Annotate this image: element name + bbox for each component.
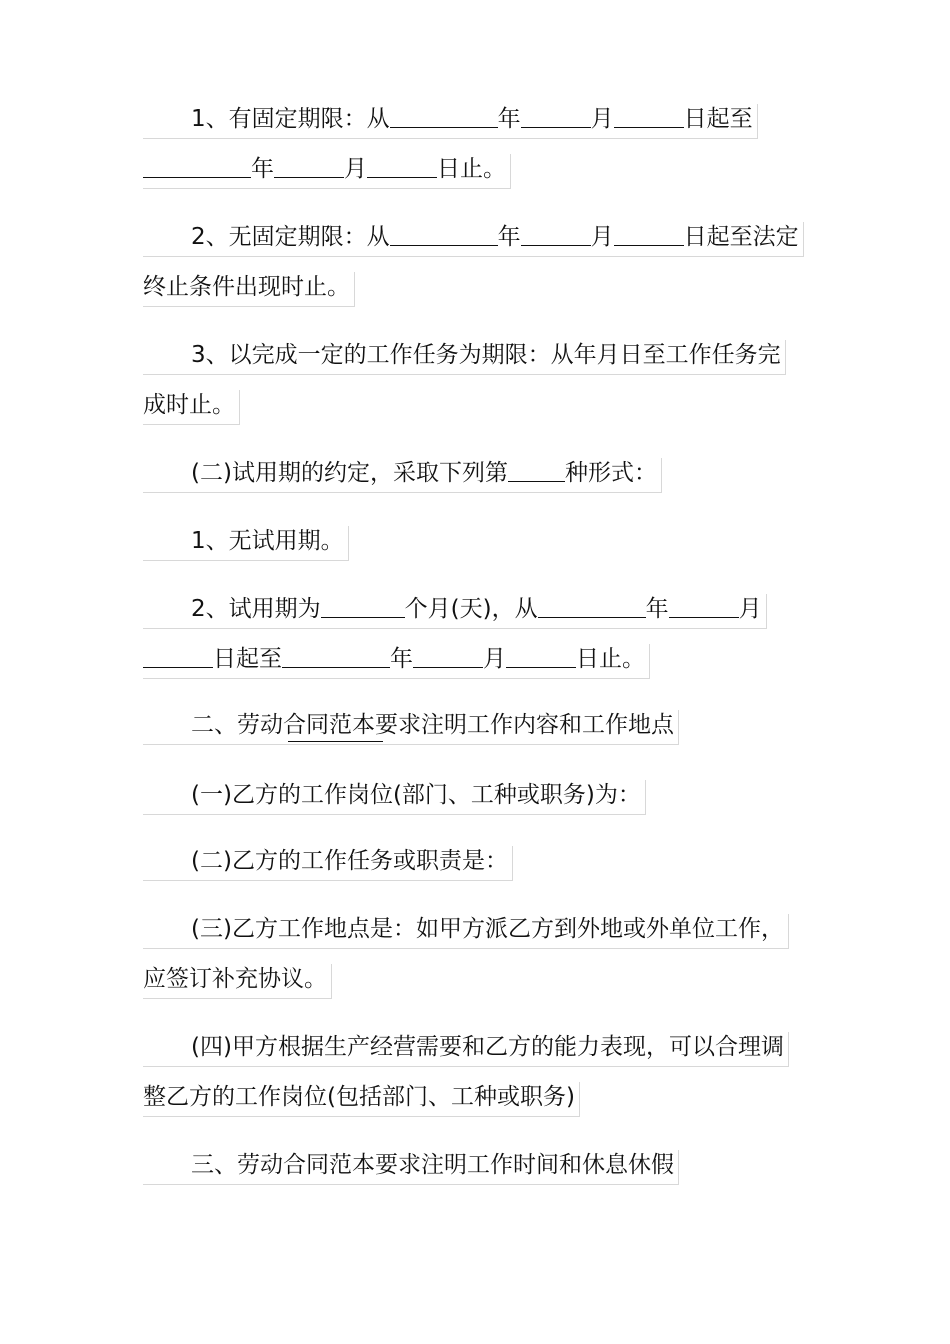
term-option-3-line1 bbox=[143, 340, 786, 375]
section-2-item-2 bbox=[143, 846, 513, 881]
day-label: 日起至法定 bbox=[683, 224, 799, 250]
day-blank[interactable] bbox=[614, 105, 684, 128]
month-blank[interactable] bbox=[274, 155, 344, 178]
section-3-title-text: 三、劳动合同范本要求注明工作时间和休息休假 bbox=[191, 1152, 674, 1178]
month-blank[interactable] bbox=[521, 105, 591, 128]
term-label: 有固定期限：从 bbox=[228, 106, 390, 132]
probation-option-2-line1 bbox=[143, 594, 767, 629]
section-2-item-3-line2 bbox=[143, 964, 332, 999]
section-3-title bbox=[143, 1150, 679, 1185]
item-2-text: (二)乙方的工作任务或职责是： bbox=[191, 848, 508, 874]
day-end-label: 日止。 bbox=[437, 156, 506, 182]
item-number: 2、 bbox=[191, 224, 229, 250]
month-blank[interactable] bbox=[521, 223, 591, 246]
item-1-text: (一)乙方的工作岗位(部门、工种或职务)为： bbox=[191, 782, 641, 808]
term-option-2-line2 bbox=[143, 272, 355, 307]
probation-heading bbox=[143, 458, 662, 493]
section-2-title-text: 二、劳动合同范本要求注明工作内容和工作地点 bbox=[191, 712, 674, 738]
day-label: 日起至 bbox=[683, 106, 753, 132]
section-2-item-1 bbox=[143, 780, 646, 815]
probation-option-2-label: 2、试用期为 bbox=[191, 596, 321, 622]
year-label: 年 bbox=[390, 646, 413, 672]
term-text: 成时止。 bbox=[143, 392, 235, 418]
day-blank[interactable] bbox=[506, 645, 576, 668]
day-label: 日起至 bbox=[213, 646, 282, 672]
day-end-label: 日止。 bbox=[576, 646, 645, 672]
form-number-blank[interactable] bbox=[508, 459, 565, 482]
year-label: 年 bbox=[645, 596, 669, 622]
section-2-item-4-line2 bbox=[143, 1082, 580, 1117]
year-blank[interactable] bbox=[143, 155, 251, 178]
term-option-1-line2 bbox=[143, 154, 511, 189]
section-2-item-4-line1 bbox=[143, 1032, 789, 1067]
item-3-text: (三)乙方工作地点是：如甲方派乙方到外地或外单位工作， bbox=[191, 916, 784, 942]
year-blank[interactable] bbox=[282, 645, 390, 668]
probation-option-1-text: 1、无试用期。 bbox=[191, 528, 344, 554]
probation-option-1 bbox=[143, 526, 349, 561]
item-4-text: 整乙方的工作岗位(包括部门、工种或职务) bbox=[143, 1084, 575, 1110]
item-4-text: (四)甲方根据生产经营需要和乙方的能力表现，可以合理调 bbox=[191, 1034, 784, 1060]
item-number: 3、 bbox=[191, 342, 229, 368]
year-blank[interactable] bbox=[390, 223, 498, 246]
probation-heading-text: (二)试用期的约定，采取下列第 bbox=[191, 460, 508, 486]
months-unit-label: 个月(天)，从 bbox=[404, 596, 538, 622]
term-option-3-line2 bbox=[143, 390, 240, 425]
day-blank[interactable] bbox=[143, 645, 213, 668]
year-label: 年 bbox=[251, 156, 274, 182]
months-blank[interactable] bbox=[321, 595, 405, 618]
month-label: 月 bbox=[738, 596, 762, 622]
month-blank[interactable] bbox=[669, 595, 739, 618]
day-blank[interactable] bbox=[614, 223, 684, 246]
year-label: 年 bbox=[497, 224, 521, 250]
term-text: 以完成一定的工作任务为期限：从年月日至工作任务完 bbox=[228, 342, 781, 368]
term-label: 无固定期限：从 bbox=[228, 224, 390, 250]
month-label: 月 bbox=[344, 156, 367, 182]
day-blank[interactable] bbox=[367, 155, 437, 178]
month-blank[interactable] bbox=[413, 645, 483, 668]
term-option-1-line1 bbox=[143, 104, 758, 139]
month-label: 月 bbox=[483, 646, 506, 672]
term-tail: 终止条件出现时止。 bbox=[143, 274, 350, 300]
month-label: 月 bbox=[590, 224, 614, 250]
year-blank[interactable] bbox=[390, 105, 498, 128]
month-label: 月 bbox=[590, 106, 614, 132]
section-2-title bbox=[143, 710, 679, 745]
year-label: 年 bbox=[497, 106, 521, 132]
section-2-item-3-line1 bbox=[143, 914, 789, 949]
year-blank[interactable] bbox=[538, 595, 646, 618]
item-3-text: 应签订补充协议。 bbox=[143, 966, 327, 992]
term-option-2-line1 bbox=[143, 222, 804, 257]
probation-heading-tail: 种形式： bbox=[564, 460, 657, 486]
item-number: 1、 bbox=[191, 106, 229, 132]
section-2-title-underline bbox=[288, 741, 383, 742]
probation-option-2-line2 bbox=[143, 644, 650, 679]
